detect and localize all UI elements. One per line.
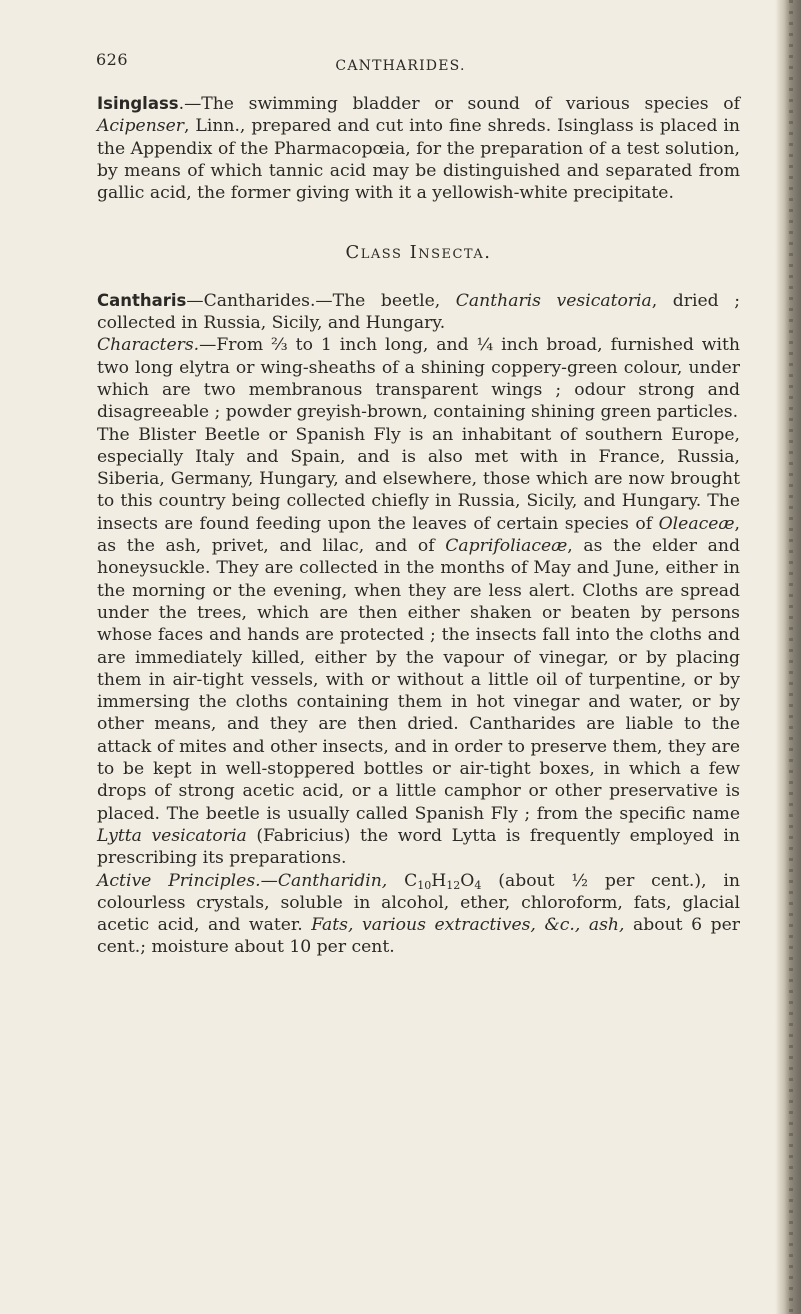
blister-family-oleaceae: Oleaceæ — [658, 513, 735, 534]
characters-paragraph — [97, 334, 740, 423]
blister-text-1: The Blister Beetle or Spanish Fly is an inhabitant of southern Europe, especially Italy and Spain, and is also met with in France, Russia, Siberia, Germany, Hungary, and elsewhere, those which are now brought to this country being collected chiefly in Russia, Sicily, and Hungary. The insects are found feeding upon the leaves of certain species of — [97, 424, 740, 534]
characters-label: Characters. — [97, 335, 200, 356]
isinglass-heading: Isinglass — [97, 94, 179, 113]
characters-text: —From ⅔ to 1 inch long, and ¼ inch broad, furnished with two long elytra or wing-sheaths of a shining coppery-green colour, under which are two membranous transparent wings ; odour strong and disagreeable ; powder greyish-brown, containing shining green particles. — [97, 335, 740, 423]
blister-family-caprifoliaceae: Caprifoliaceæ — [445, 536, 568, 557]
formula-c: C — [387, 870, 418, 891]
formula-c-sub: 10 — [417, 878, 432, 892]
formula-o-sub: 4 — [474, 878, 482, 892]
isinglass-paragraph — [97, 93, 740, 204]
page-edge-shadow — [775, 0, 801, 1314]
page-edge-binding — [789, 0, 793, 1314]
page-number: 626 — [96, 50, 129, 69]
running-head: CANTHARIDES. — [335, 58, 466, 74]
formula-h: H — [431, 870, 447, 891]
active-fats: Fats, various extractives, &c., ash, — [311, 915, 625, 936]
formula-h-sub: 12 — [446, 878, 461, 892]
blister-paragraph — [97, 424, 740, 870]
active-principles-paragraph — [97, 870, 740, 959]
active-dash: — — [260, 870, 278, 891]
cantharis-paragraph — [97, 290, 740, 335]
page-body — [97, 93, 740, 959]
isinglass-dash-text: .—The swimming bladder or sound of various species of — [178, 94, 740, 114]
isinglass-genus: Acipenser — [97, 116, 184, 137]
active-text-2: about 6 per cent.; moisture about 10 per cent. — [97, 915, 740, 958]
section-heading: Class Insecta. — [345, 242, 492, 264]
active-text-1: (about ½ per cent.), in colourless crystals, soluble in alcohol, ether, chloroform, fats, glacial acetic acid, and water. — [97, 870, 741, 936]
blister-text-3: , as the elder and honeysuckle. They are collected in the months of May and June, either in the morning or the evening, when they are less alert. Cloths are spread under the trees, which are then either shaken or beaten by persons whose faces and hands are protected ; the insects fall into the cloths and are immediately killed, either by the vapour of vinegar, or by placing them in air-tight vessels, with or without a little oil of turpentine, or by immersing the cloths containing them in hot vinegar and water, or by other means, and they are then dried. Cantharides are liable to the attack of mites and other insects, and in order to preserve them, they are to be kept in well-stoppered bottles or air-tight boxes, in which a few drops of strong acetic acid, or a little camphor or other preservative is placed. The beetle is usually called Spanish Fly ; from the specific name — [97, 536, 740, 824]
blister-lytta: Lytta vesicatoria — [97, 825, 247, 846]
active-label: Active Principles. — [97, 870, 261, 891]
blister-text-4: (Fabricius) the word Lytta is frequently employed in prescribing its preparations. — [97, 825, 741, 869]
cantharis-intro: —Cantharides.—The beetle, — [186, 290, 456, 311]
cantharidin-name: Cantharidin, — [277, 870, 388, 891]
cantharis-species: Cantharis vesicatoria — [455, 290, 652, 311]
formula-o: O — [460, 870, 475, 891]
cantharis-heading: Cantharis — [97, 290, 187, 310]
blister-text-2: , as the ash, privet, and lilac, and of — [97, 513, 740, 557]
isinglass-text: , Linn., prepared and cut into fine shreds. Isinglass is placed in the Appendix of the Pharmacopœia, for the preparation of a test solution, by means of which tannic acid may be distinguished and separated from gallic acid, the former giving with it a yellowish-white precipitate. — [97, 116, 740, 204]
cantharis-text: , dried ; collected in Russia, Sicily, and Hungary. — [97, 290, 740, 334]
